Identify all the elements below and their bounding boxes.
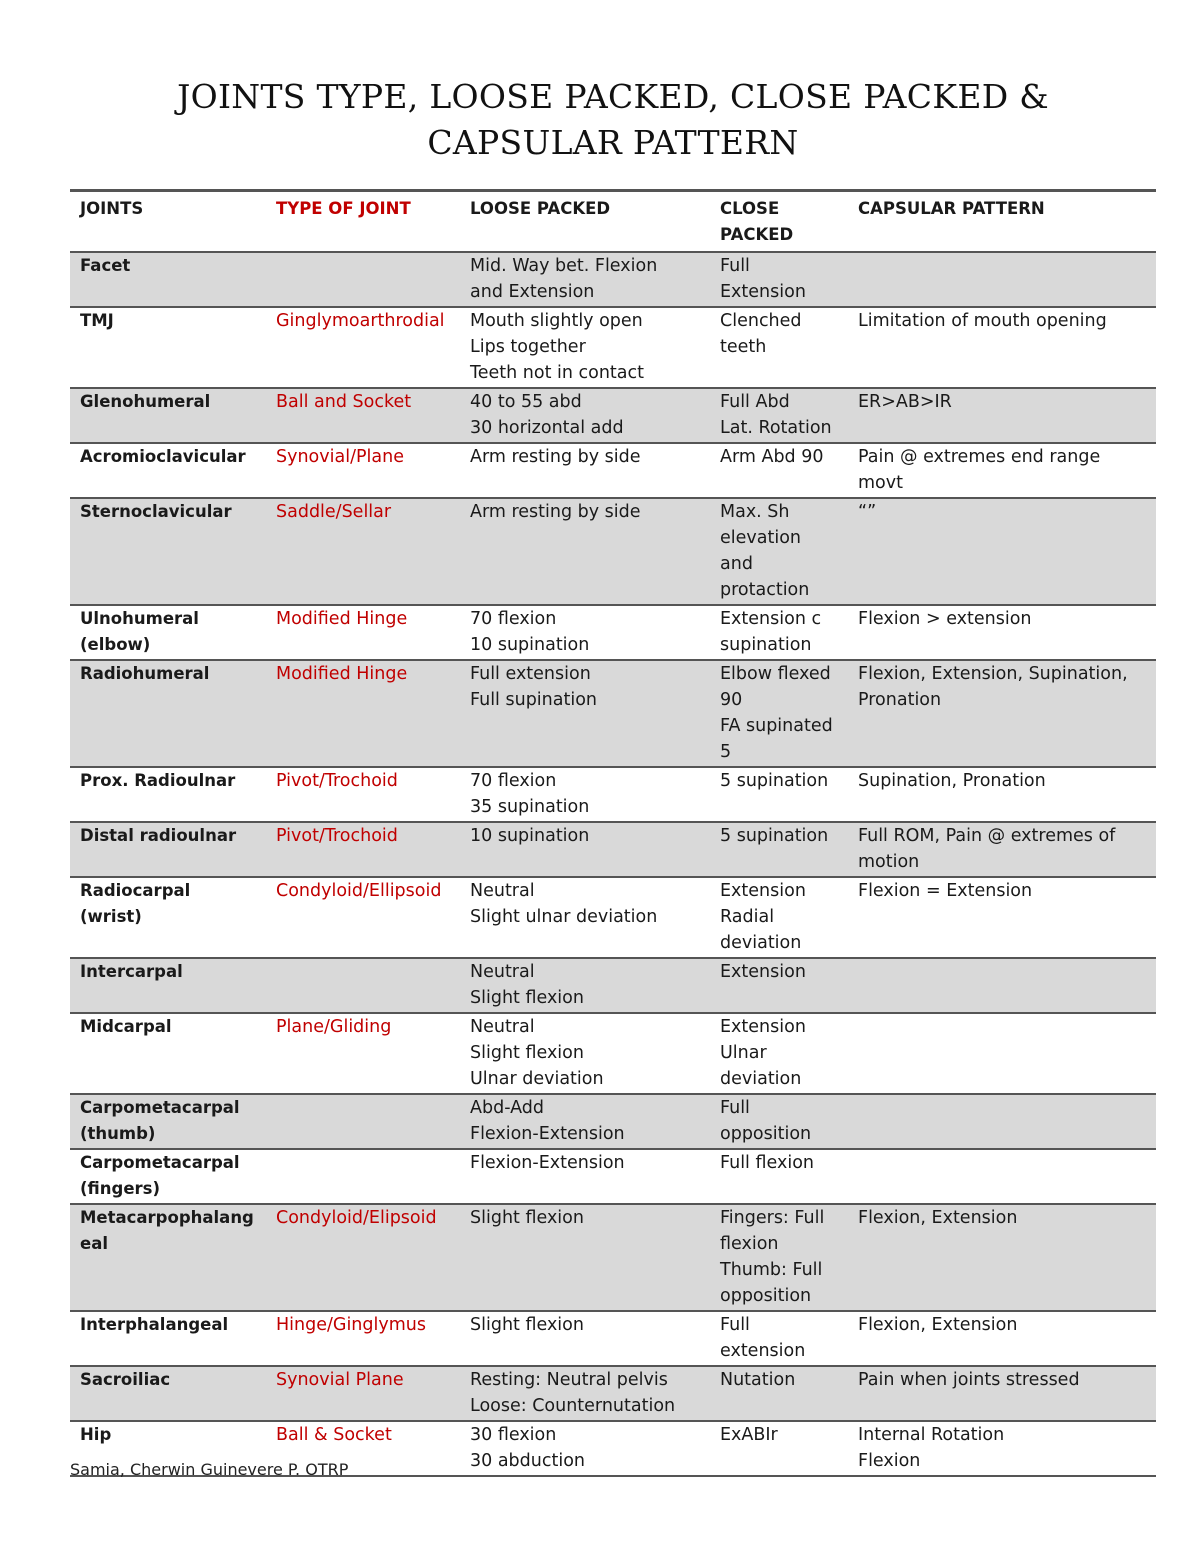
capsular-pattern-cell: [848, 1204, 1156, 1311]
capsular-pattern-cell: [848, 307, 1156, 388]
cell-line: 10 supination: [470, 826, 590, 846]
table-row: [70, 307, 1156, 388]
cell-line: Plane/Gliding: [276, 1017, 392, 1037]
cell-line: Arm resting by side: [470, 447, 641, 467]
cell-line: 90: [720, 690, 743, 710]
capsular-pattern-cell: [848, 252, 1156, 307]
close-packed-cell: [710, 822, 848, 877]
cell-line: Facet: [80, 256, 131, 275]
cell-line: Pivot/Trochoid: [276, 771, 398, 791]
header-type-of-joint: [266, 191, 460, 253]
cell-line: TYPE OF JOINT: [276, 199, 411, 218]
cell-line: Full extension: [470, 664, 591, 684]
joint-name-cell: [70, 498, 266, 605]
capsular-pattern-cell: [848, 498, 1156, 605]
cell-line: Flexion > extension: [858, 609, 1032, 629]
joint-name-cell: [70, 1094, 266, 1149]
close-packed-cell: [710, 252, 848, 307]
cell-line: Lips together: [470, 337, 586, 357]
cell-line: 30 flexion: [470, 1425, 557, 1445]
cell-line: Pain when joints stressed: [858, 1370, 1080, 1390]
cell-line: Glenohumeral: [80, 392, 211, 411]
joint-type-cell: [266, 1311, 460, 1366]
cell-line: Max. Sh: [720, 502, 790, 522]
close-packed-cell: [710, 877, 848, 958]
joint-type-cell: [266, 1149, 460, 1204]
joint-type-cell: [266, 958, 460, 1013]
cell-line: Fingers: Full: [720, 1208, 825, 1228]
joint-type-cell: [266, 605, 460, 660]
cell-line: 35 supination: [470, 797, 590, 817]
cell-line: Nutation: [720, 1370, 796, 1390]
table-row: [70, 958, 1156, 1013]
close-packed-cell: [710, 1311, 848, 1366]
cell-line: CLOSE: [720, 199, 780, 218]
cell-line: Flexion, Extension, Supination,: [858, 664, 1128, 684]
cell-line: Elbow flexed: [720, 664, 831, 684]
cell-line: Pain @ extremes end range: [858, 447, 1101, 467]
table-row: [70, 252, 1156, 307]
table-row: [70, 822, 1156, 877]
cell-line: Mid. Way bet. Flexion: [470, 256, 658, 276]
cell-line: Ulnar deviation: [470, 1069, 604, 1089]
cell-line: movt: [858, 473, 903, 493]
loose-packed-cell: [460, 660, 710, 767]
cell-line: Clenched: [720, 311, 802, 331]
capsular-pattern-cell: [848, 958, 1156, 1013]
cell-line: Extension: [720, 962, 806, 982]
cell-line: 5 supination: [720, 771, 829, 791]
cell-line: deviation: [720, 933, 802, 953]
cell-line: Neutral: [470, 1017, 535, 1037]
cell-line: Supination, Pronation: [858, 771, 1046, 791]
joint-type-cell: [266, 252, 460, 307]
table-row: [70, 388, 1156, 443]
joint-name-cell: [70, 252, 266, 307]
capsular-pattern-cell: [848, 1311, 1156, 1366]
close-packed-cell: [710, 1149, 848, 1204]
cell-line: Modified Hinge: [276, 609, 408, 629]
table-row: [70, 605, 1156, 660]
cell-line: Condyloid/Elipsoid: [276, 1208, 437, 1228]
cell-line: Full supination: [470, 690, 598, 710]
close-packed-cell: [710, 958, 848, 1013]
author-footer: Samia, Cherwin Guinevere P. OTRP: [70, 1460, 349, 1479]
cell-line: flexion: [720, 1234, 779, 1254]
cell-line: Interphalangeal: [80, 1315, 229, 1334]
loose-packed-cell: [460, 388, 710, 443]
table-row: [70, 1149, 1156, 1204]
cell-line: Flexion-Extension: [470, 1153, 625, 1173]
table-row: [70, 877, 1156, 958]
loose-packed-cell: [460, 1094, 710, 1149]
table-row: [70, 1311, 1156, 1366]
cell-line: Mouth slightly open: [470, 311, 643, 331]
page-title-line-1: JOINTS TYPE, LOOSE PACKED, CLOSE PACKED &: [177, 77, 1049, 116]
close-packed-cell: [710, 660, 848, 767]
joint-type-cell: [266, 660, 460, 767]
cell-line: Thumb: Full: [720, 1260, 823, 1280]
header-close-packed: [710, 191, 848, 253]
cell-line: 40 to 55 abd: [470, 392, 582, 412]
cell-line: (fingers): [80, 1179, 161, 1198]
cell-line: Full flexion: [720, 1153, 814, 1173]
cell-line: teeth: [720, 337, 767, 357]
loose-packed-cell: [460, 443, 710, 498]
cell-line: ExABIr: [720, 1425, 778, 1445]
joint-name-cell: [70, 605, 266, 660]
cell-line: CAPSULAR PATTERN: [858, 199, 1045, 218]
cell-line: Condyloid/Ellipsoid: [276, 881, 442, 901]
cell-line: Sternoclavicular: [80, 502, 232, 521]
cell-line: Hip: [80, 1425, 112, 1444]
joint-name-cell: [70, 877, 266, 958]
cell-line: Full ROM, Pain @ extremes of: [858, 826, 1116, 846]
cell-line: Arm Abd 90: [720, 447, 824, 467]
cell-line: Ball and Socket: [276, 392, 412, 412]
cell-line: Ball & Socket: [276, 1425, 392, 1445]
close-packed-cell: [710, 388, 848, 443]
cell-line: LOOSE PACKED: [470, 199, 611, 218]
joint-name-cell: [70, 958, 266, 1013]
cell-line: Loose: Counternutation: [470, 1396, 676, 1416]
cell-line: Flexion, Extension: [858, 1315, 1018, 1335]
loose-packed-cell: [460, 822, 710, 877]
cell-line: Synovial/Plane: [276, 447, 404, 467]
cell-line: Saddle/Sellar: [276, 502, 392, 522]
cell-line: Full: [720, 1315, 750, 1335]
joint-type-cell: [266, 1204, 460, 1311]
loose-packed-cell: [460, 1013, 710, 1094]
cell-line: Synovial Plane: [276, 1370, 404, 1390]
table-header-row: [70, 191, 1156, 253]
table-body: [70, 252, 1156, 1476]
loose-packed-cell: [460, 877, 710, 958]
cell-line: Lat. Rotation: [720, 418, 832, 438]
cell-line: Slight flexion: [470, 1315, 584, 1335]
header-loose-packed: [460, 191, 710, 253]
cell-line: Extension: [720, 881, 806, 901]
loose-packed-cell: [460, 252, 710, 307]
cell-line: Neutral: [470, 962, 535, 982]
joint-name-cell: [70, 660, 266, 767]
capsular-pattern-cell: [848, 1094, 1156, 1149]
cell-line: Abd-Add: [470, 1098, 544, 1118]
cell-line: opposition: [720, 1286, 812, 1306]
capsular-pattern-cell: [848, 767, 1156, 822]
cell-line: Neutral: [470, 881, 535, 901]
loose-packed-cell: [460, 498, 710, 605]
cell-line: Ulnar: [720, 1043, 767, 1063]
cell-line: ER>AB>IR: [858, 392, 952, 412]
cell-line: Slight flexion: [470, 1043, 584, 1063]
cell-line: Resting: Neutral pelvis: [470, 1370, 668, 1390]
joint-type-cell: [266, 388, 460, 443]
cell-line: Pivot/Trochoid: [276, 826, 398, 846]
close-packed-cell: [710, 443, 848, 498]
joint-name-cell: [70, 1204, 266, 1311]
loose-packed-cell: [460, 605, 710, 660]
cell-line: Full: [720, 1098, 750, 1118]
cell-line: Flexion: [858, 1451, 921, 1471]
capsular-pattern-cell: [848, 822, 1156, 877]
table-row: [70, 660, 1156, 767]
cell-line: Slight ulnar deviation: [470, 907, 658, 927]
cell-line: Extension: [720, 1017, 806, 1037]
cell-line: Arm resting by side: [470, 502, 641, 522]
cell-line: motion: [858, 852, 920, 872]
joints-table: [70, 189, 1156, 1477]
loose-packed-cell: [460, 958, 710, 1013]
cell-line: “”: [858, 502, 877, 522]
cell-line: Intercarpal: [80, 962, 183, 981]
joint-name-cell: [70, 307, 266, 388]
joint-name-cell: [70, 1149, 266, 1204]
joint-type-cell: [266, 877, 460, 958]
cell-line: Full: [720, 256, 750, 276]
loose-packed-cell: [460, 307, 710, 388]
cell-line: TMJ: [80, 311, 114, 330]
cell-line: Hinge/Ginglymus: [276, 1315, 426, 1335]
cell-line: Flexion = Extension: [858, 881, 1033, 901]
joint-name-cell: [70, 822, 266, 877]
cell-line: 30 abduction: [470, 1451, 586, 1471]
close-packed-cell: [710, 767, 848, 822]
cell-line: Flexion-Extension: [470, 1124, 625, 1144]
capsular-pattern-cell: [848, 605, 1156, 660]
table-row: [70, 1204, 1156, 1311]
joint-name-cell: [70, 767, 266, 822]
joint-type-cell: [266, 443, 460, 498]
cell-line: elevation: [720, 528, 801, 548]
cell-line: Limitation of mouth opening: [858, 311, 1107, 331]
joint-name-cell: [70, 443, 266, 498]
cell-line: (elbow): [80, 635, 151, 654]
joint-name-cell: [70, 388, 266, 443]
joint-type-cell: [266, 822, 460, 877]
cell-line: JOINTS: [80, 199, 144, 218]
joint-name-cell: [70, 1013, 266, 1094]
cell-line: protaction: [720, 580, 810, 600]
joint-type-cell: [266, 498, 460, 605]
cell-line: opposition: [720, 1124, 812, 1144]
close-packed-cell: [710, 605, 848, 660]
cell-line: Slight flexion: [470, 1208, 584, 1228]
capsular-pattern-cell: [848, 1149, 1156, 1204]
loose-packed-cell: [460, 1149, 710, 1204]
loose-packed-cell: [460, 767, 710, 822]
cell-line: Pronation: [858, 690, 942, 710]
joint-name-cell: [70, 1366, 266, 1421]
cell-line: Full Abd: [720, 392, 790, 412]
table-row: [70, 1366, 1156, 1421]
loose-packed-cell: [460, 1366, 710, 1421]
loose-packed-cell: [460, 1311, 710, 1366]
table-row: [70, 1013, 1156, 1094]
cell-line: 5: [720, 742, 732, 762]
cell-line: 70 flexion: [470, 771, 557, 791]
cell-line: eal: [80, 1234, 108, 1253]
cell-line: deviation: [720, 1069, 802, 1089]
header-capsular-pattern: [848, 191, 1156, 253]
table-row: [70, 443, 1156, 498]
cell-line: Extension c: [720, 609, 822, 629]
cell-line: 5 supination: [720, 826, 829, 846]
cell-line: 10 supination: [470, 635, 590, 655]
capsular-pattern-cell: [848, 1421, 1156, 1476]
cell-line: Midcarpal: [80, 1017, 172, 1036]
cell-line: Radial: [720, 907, 775, 927]
joint-type-cell: [266, 307, 460, 388]
joint-type-cell: [266, 767, 460, 822]
close-packed-cell: [710, 1421, 848, 1476]
cell-line: Distal radioulnar: [80, 826, 237, 845]
close-packed-cell: [710, 1013, 848, 1094]
cell-line: Modified Hinge: [276, 664, 408, 684]
loose-packed-cell: [460, 1421, 710, 1476]
cell-line: extension: [720, 1341, 806, 1361]
capsular-pattern-cell: [848, 660, 1156, 767]
loose-packed-cell: [460, 1204, 710, 1311]
cell-line: PACKED: [720, 225, 794, 244]
page-title-line-2: CAPSULAR PATTERN: [427, 123, 799, 162]
cell-line: Internal Rotation: [858, 1425, 1005, 1445]
cell-line: Carpometacarpal: [80, 1098, 240, 1117]
joint-type-cell: [266, 1094, 460, 1149]
joint-name-cell: [70, 1311, 266, 1366]
cell-line: FA supinated: [720, 716, 833, 736]
cell-line: Metacarpophalang: [80, 1208, 254, 1227]
table-row: [70, 1094, 1156, 1149]
table-row: [70, 767, 1156, 822]
cell-line: Prox. Radioulnar: [80, 771, 236, 790]
cell-line: Radiohumeral: [80, 664, 210, 683]
cell-line: Radiocarpal (wrist): [80, 881, 191, 926]
capsular-pattern-cell: [848, 388, 1156, 443]
joint-type-cell: [266, 1013, 460, 1094]
cell-line: Flexion, Extension: [858, 1208, 1018, 1228]
cell-line: Extension: [720, 282, 806, 302]
header-joints: [70, 191, 266, 253]
close-packed-cell: [710, 498, 848, 605]
cell-line: Ulnohumeral: [80, 609, 199, 628]
table-row: [70, 498, 1156, 605]
cell-line: Ginglymoarthrodial: [276, 311, 445, 331]
close-packed-cell: [710, 1366, 848, 1421]
close-packed-cell: [710, 1094, 848, 1149]
cell-line: and Extension: [470, 282, 595, 302]
cell-line: 30 horizontal add: [470, 418, 624, 438]
page-title: [70, 74, 1156, 166]
cell-line: and: [720, 554, 753, 574]
cell-line: Carpometacarpal: [80, 1153, 240, 1172]
cell-line: (thumb): [80, 1124, 156, 1143]
capsular-pattern-cell: [848, 1013, 1156, 1094]
capsular-pattern-cell: [848, 443, 1156, 498]
cell-line: Slight flexion: [470, 988, 584, 1008]
cell-line: Teeth not in contact: [470, 363, 644, 383]
close-packed-cell: [710, 307, 848, 388]
cell-line: Sacroiliac: [80, 1370, 171, 1389]
close-packed-cell: [710, 1204, 848, 1311]
cell-line: Acromioclavicular: [80, 447, 246, 466]
capsular-pattern-cell: [848, 877, 1156, 958]
capsular-pattern-cell: [848, 1366, 1156, 1421]
cell-line: supination: [720, 635, 812, 655]
cell-line: 70 flexion: [470, 609, 557, 629]
joint-type-cell: [266, 1366, 460, 1421]
